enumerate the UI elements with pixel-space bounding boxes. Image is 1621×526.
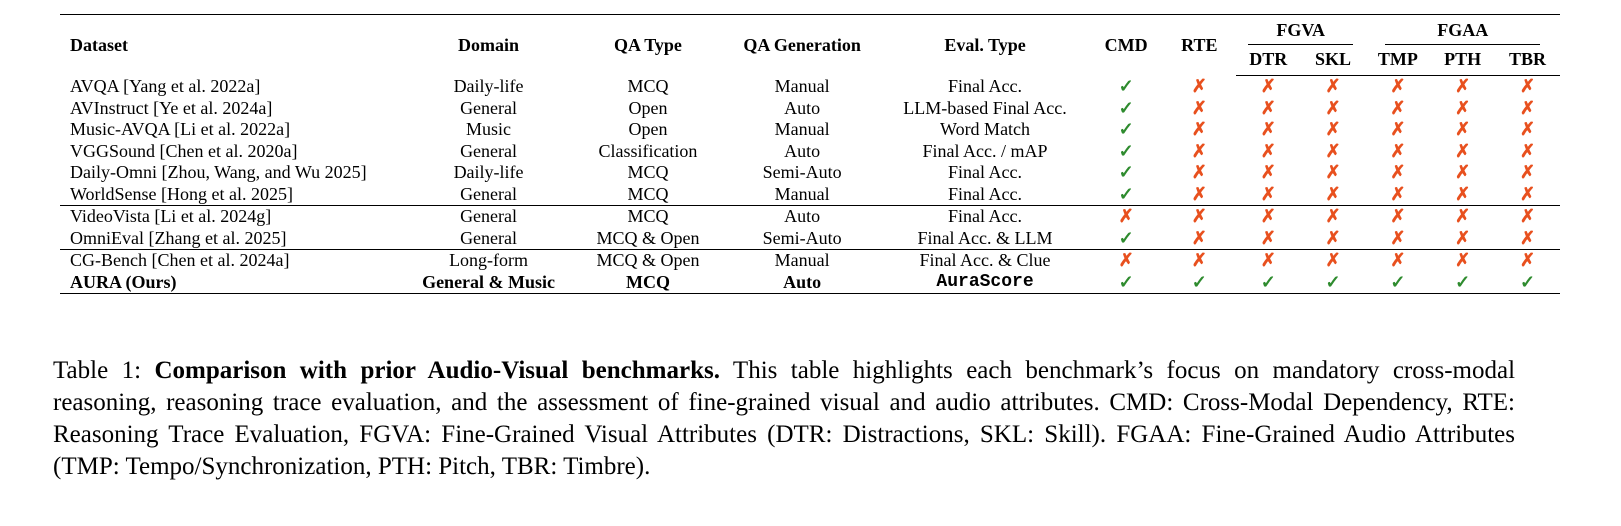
check-icon-tbr: ✓: [1519, 271, 1536, 292]
cell-dataset: Daily-Omni [Zhou, Wang, and Wu 2025]: [70, 162, 367, 182]
cell-qa-type: MCQ: [572, 272, 724, 294]
cell-dtr: [1236, 162, 1301, 184]
cell-tmp: [1365, 162, 1430, 184]
cross-icon-skl: ✗: [1325, 250, 1341, 270]
cross-icon-tmp: ✗: [1390, 119, 1406, 139]
cell-tbr: [1495, 250, 1560, 272]
cell-domain: Music: [466, 119, 512, 139]
cell-tmp: [1365, 206, 1430, 228]
cell-skl: [1301, 228, 1366, 250]
cell-qa-type: MCQ: [627, 183, 669, 204]
cell-pth: [1430, 184, 1495, 206]
cell-dataset: WorldSense [Hong et al. 2025]: [70, 183, 294, 204]
cell-eval: Final Acc.: [948, 75, 1023, 96]
cell-qa-gen: Semi-Auto: [762, 162, 842, 182]
cell-tbr: [1495, 141, 1560, 163]
cell-tbr: [1495, 206, 1560, 228]
header-tmp: TMP: [1365, 45, 1430, 76]
cell-dtr: [1236, 206, 1301, 228]
table-row: [60, 184, 1560, 206]
cell-qa-type: MCQ: [627, 75, 669, 96]
cell-eval: LLM-based Final Acc.: [903, 97, 1067, 118]
cell-rte: [1163, 162, 1236, 184]
cell-cmd: [1090, 141, 1163, 163]
cross-icon-skl: ✗: [1325, 76, 1341, 96]
cell-dataset: Music-AVQA [Li et al. 2022a]: [70, 119, 291, 139]
caption-label: Table 1:: [53, 357, 155, 384]
cell-dataset: OmniEval [Zhang et al. 2025]: [70, 227, 287, 248]
cell-dataset: CG-Bench [Chen et al. 2024a]: [60, 250, 405, 272]
cell-tmp: [1365, 228, 1430, 250]
cell-rte: [1163, 272, 1236, 294]
cell-rte: [1163, 98, 1236, 120]
header-skl: SKL: [1301, 45, 1366, 76]
cell-qa-type: Open: [628, 119, 668, 139]
cross-icon-cmd: ✗: [1118, 206, 1134, 226]
cell-eval: Final Acc.: [948, 162, 1023, 182]
header-rte: RTE: [1163, 15, 1236, 76]
cell-eval: Final Acc.: [948, 183, 1023, 204]
table-row: [60, 98, 1560, 120]
cross-icon-pth: ✗: [1455, 119, 1471, 139]
cross-icon-dtr: ✗: [1260, 140, 1276, 161]
cell-domain: General & Music: [405, 272, 572, 294]
cross-icon-pth: ✗: [1455, 183, 1471, 204]
cell-cmd: [1090, 184, 1163, 206]
table-row: [60, 272, 1560, 294]
cross-icon-dtr: ✗: [1260, 250, 1276, 270]
cell-tbr: [1495, 119, 1560, 141]
cross-icon-tmp: ✗: [1390, 140, 1406, 161]
cell-tmp: [1365, 76, 1430, 98]
cell-rte: [1163, 184, 1236, 206]
cell-domain: General: [405, 206, 572, 228]
header-dataset: Dataset: [60, 15, 405, 76]
table-row: [60, 76, 1560, 98]
cross-icon-dtr: ✗: [1260, 76, 1276, 96]
cell-cmd: [1090, 272, 1163, 294]
cross-icon-pth: ✗: [1455, 162, 1471, 182]
cell-pth: [1430, 141, 1495, 163]
check-icon-cmd: ✓: [1118, 162, 1134, 182]
check-icon-rte: ✓: [1191, 271, 1207, 292]
check-icon-cmd: ✓: [1118, 75, 1134, 96]
cell-domain: General: [460, 227, 518, 248]
cell-qa-gen: Auto: [724, 206, 881, 228]
cell-rte: [1163, 228, 1236, 250]
cell-skl: [1301, 98, 1366, 120]
cell-qa-gen: Manual: [774, 119, 830, 139]
cell-tbr: [1495, 272, 1560, 294]
check-icon-tmp: ✓: [1390, 271, 1406, 292]
cell-qa-type: Classification: [598, 140, 698, 161]
cross-icon-tbr: ✗: [1519, 76, 1536, 96]
cell-qa-type: MCQ & Open: [596, 227, 700, 248]
cross-icon-tmp: ✗: [1390, 206, 1406, 226]
cell-skl: [1301, 119, 1366, 141]
cell-dtr: [1236, 141, 1301, 163]
cell-skl: [1301, 272, 1366, 294]
cell-dataset: AURA (Ours): [60, 272, 405, 294]
cell-rte: [1163, 76, 1236, 98]
check-icon-cmd: ✓: [1118, 140, 1134, 161]
cell-qa-gen: Manual: [774, 75, 830, 96]
cell-pth: [1430, 272, 1495, 294]
cell-pth: [1430, 162, 1495, 184]
header-qa-type: QA Type: [572, 15, 724, 76]
cell-eval: AuraScore: [881, 272, 1090, 294]
cell-tbr: [1495, 98, 1560, 120]
cross-icon-cmd: ✗: [1118, 250, 1134, 270]
cell-cmd: [1090, 98, 1163, 120]
cell-pth: [1430, 228, 1495, 250]
cell-domain: General: [460, 183, 518, 204]
cell-rte: [1163, 119, 1236, 141]
cell-qa-gen: Manual: [774, 183, 830, 204]
cell-dataset: VideoVista [Li et al. 2024g]: [60, 206, 405, 228]
cell-eval: Final Acc.: [881, 206, 1090, 228]
cross-icon-pth: ✗: [1455, 250, 1471, 270]
cell-dataset: VGGSound [Chen et al. 2020a]: [70, 140, 298, 161]
cell-tmp: [1365, 141, 1430, 163]
header-dtr: DTR: [1236, 45, 1301, 76]
table-row: [60, 141, 1560, 163]
cell-tmp: [1365, 119, 1430, 141]
cell-dtr: [1236, 250, 1301, 272]
check-icon-cmd: ✓: [1118, 183, 1134, 204]
header-fgaa: FGAA: [1385, 20, 1540, 46]
header-qa-generation: QA Generation: [724, 15, 881, 76]
cell-tmp: [1365, 272, 1430, 294]
cell-cmd: [1090, 119, 1163, 141]
cell-domain: General: [460, 97, 518, 118]
cell-domain: Daily-life: [453, 162, 524, 182]
cell-tmp: [1365, 98, 1430, 120]
cross-icon-skl: ✗: [1325, 162, 1341, 182]
cross-icon-pth: ✗: [1455, 140, 1471, 161]
cell-cmd: [1090, 76, 1163, 98]
header-tbr: TBR: [1495, 45, 1560, 76]
table-row: [60, 119, 1560, 141]
check-icon-cmd: ✓: [1118, 97, 1134, 118]
cross-icon-skl: ✗: [1325, 119, 1341, 139]
cross-icon-skl: ✗: [1325, 140, 1341, 161]
cross-icon-rte: ✗: [1191, 227, 1207, 248]
cell-dataset: AVQA [Yang et al. 2022a]: [70, 75, 261, 96]
cell-tmp: [1365, 250, 1430, 272]
table-row: [60, 162, 1560, 184]
cross-icon-dtr: ✗: [1260, 183, 1276, 204]
cell-dtr: [1236, 184, 1301, 206]
cross-icon-dtr: ✗: [1260, 227, 1276, 248]
cross-icon-dtr: ✗: [1260, 162, 1276, 182]
cross-icon-pth: ✗: [1455, 97, 1471, 118]
cross-icon-tbr: ✗: [1519, 227, 1536, 248]
header-pth: PTH: [1430, 45, 1495, 76]
cell-skl: [1301, 184, 1366, 206]
cell-dataset: AVInstruct [Ye et al. 2024a]: [70, 97, 273, 118]
cell-eval: Final Acc. / mAP: [922, 140, 1048, 161]
cell-skl: [1301, 162, 1366, 184]
cell-tbr: [1495, 184, 1560, 206]
cell-tbr: [1495, 76, 1560, 98]
cell-pth: [1430, 206, 1495, 228]
cell-qa-gen: Auto: [784, 140, 821, 161]
cell-cmd: [1090, 228, 1163, 250]
cross-icon-rte: ✗: [1191, 119, 1207, 139]
cell-rte: [1163, 206, 1236, 228]
cell-pth: [1430, 119, 1495, 141]
cross-icon-rte: ✗: [1191, 75, 1207, 96]
cross-icon-tbr: ✗: [1519, 97, 1536, 118]
cross-icon-tmp: ✗: [1390, 227, 1406, 248]
cross-icon-rte: ✗: [1191, 162, 1207, 182]
caption-title: Comparison with prior Audio-Visual benchmarks.: [154, 357, 720, 384]
cell-qa-gen: Auto: [724, 272, 881, 294]
cell-eval: Word Match: [940, 119, 1031, 139]
cell-dtr: [1236, 76, 1301, 98]
cross-icon-tbr: ✗: [1519, 162, 1536, 182]
table-body: [60, 76, 1560, 294]
cell-domain: Daily-life: [453, 75, 524, 96]
cross-icon-rte: ✗: [1191, 97, 1207, 118]
cell-tmp: [1365, 184, 1430, 206]
cell-eval: Final Acc. & Clue: [881, 250, 1090, 272]
header-fgaa-group: [1365, 15, 1560, 46]
cell-skl: [1301, 250, 1366, 272]
cross-icon-dtr: ✗: [1260, 119, 1276, 139]
table-row: [60, 206, 1560, 228]
cell-dtr: [1236, 98, 1301, 120]
cell-skl: [1301, 76, 1366, 98]
cell-qa-type: Open: [628, 97, 668, 118]
cross-icon-tmp: ✗: [1390, 250, 1406, 270]
cell-tbr: [1495, 162, 1560, 184]
table-row: [60, 228, 1560, 250]
cross-icon-tmp: ✗: [1390, 97, 1406, 118]
header-eval-type: Eval. Type: [881, 15, 1090, 76]
cross-icon-rte: ✗: [1191, 250, 1207, 270]
cross-icon-tmp: ✗: [1390, 162, 1406, 182]
cross-icon-rte: ✗: [1191, 206, 1207, 226]
cross-icon-skl: ✗: [1325, 206, 1341, 226]
cell-cmd: [1090, 250, 1163, 272]
cross-icon-skl: ✗: [1325, 227, 1341, 248]
cell-rte: [1163, 250, 1236, 272]
cell-qa-gen: Semi-Auto: [762, 227, 842, 248]
cell-tbr: [1495, 228, 1560, 250]
cross-icon-tbr: ✗: [1519, 250, 1536, 270]
table-caption: [53, 355, 1515, 483]
check-icon-cmd: ✓: [1118, 227, 1134, 248]
cell-domain: Long-form: [405, 250, 572, 272]
cell-qa-type: MCQ & Open: [572, 250, 724, 272]
cross-icon-pth: ✗: [1455, 76, 1471, 96]
cell-pth: [1430, 76, 1495, 98]
check-icon-pth: ✓: [1455, 271, 1471, 292]
cross-icon-skl: ✗: [1325, 183, 1341, 204]
cell-dtr: [1236, 272, 1301, 294]
cell-qa-type: MCQ: [572, 206, 724, 228]
cross-icon-pth: ✗: [1455, 206, 1471, 226]
cell-skl: [1301, 141, 1366, 163]
cell-domain: General: [460, 140, 518, 161]
cell-qa-type: MCQ: [627, 162, 669, 182]
check-icon-dtr: ✓: [1260, 271, 1276, 292]
cell-cmd: [1090, 162, 1163, 184]
cell-dtr: [1236, 228, 1301, 250]
cross-icon-tbr: ✗: [1519, 119, 1536, 139]
table-row: [60, 250, 1560, 272]
check-icon-cmd: ✓: [1118, 271, 1134, 292]
cell-qa-gen: Auto: [784, 97, 821, 118]
cross-icon-skl: ✗: [1325, 97, 1341, 118]
cell-dtr: [1236, 119, 1301, 141]
cell-pth: [1430, 98, 1495, 120]
cross-icon-dtr: ✗: [1260, 97, 1276, 118]
cross-icon-tbr: ✗: [1519, 183, 1536, 204]
cross-icon-tbr: ✗: [1519, 206, 1536, 226]
check-icon-cmd: ✓: [1118, 119, 1134, 139]
cell-eval: Final Acc. & LLM: [917, 227, 1053, 248]
cell-rte: [1163, 141, 1236, 163]
caption-body: This table highlights each benchmark’s focus on mandatory cross-modal reasoning, reasoning trace evaluation, and the assessment of fine-grained visual and audio attributes. CMD: Cross-Modal Dependency, RTE: Reasoning Trace Evaluation, FGVA: Fine-Grained Visual Attributes (DTR: Distractions, SKL: Skill). FGAA: Fine-Grained Audio Attributes (TMP: Tempo/Synchronization, PTH: Pitch, TBR: Timbre).: [53, 357, 1516, 480]
header-domain: Domain: [405, 15, 572, 76]
cell-cmd: [1090, 206, 1163, 228]
cell-qa-gen: Manual: [724, 250, 881, 272]
cross-icon-rte: ✗: [1191, 183, 1207, 204]
cross-icon-rte: ✗: [1191, 140, 1207, 161]
cell-skl: [1301, 206, 1366, 228]
cross-icon-pth: ✗: [1455, 227, 1471, 248]
cross-icon-dtr: ✗: [1260, 206, 1276, 226]
cross-icon-tmp: ✗: [1390, 76, 1406, 96]
comparison-table: [60, 14, 1560, 294]
cross-icon-tmp: ✗: [1390, 183, 1406, 204]
header-cmd: CMD: [1090, 15, 1163, 76]
header-fgva-group: [1236, 15, 1366, 46]
cross-icon-tbr: ✗: [1519, 140, 1536, 161]
header-fgva: FGVA: [1248, 20, 1353, 46]
cell-pth: [1430, 250, 1495, 272]
check-icon-skl: ✓: [1325, 271, 1341, 292]
